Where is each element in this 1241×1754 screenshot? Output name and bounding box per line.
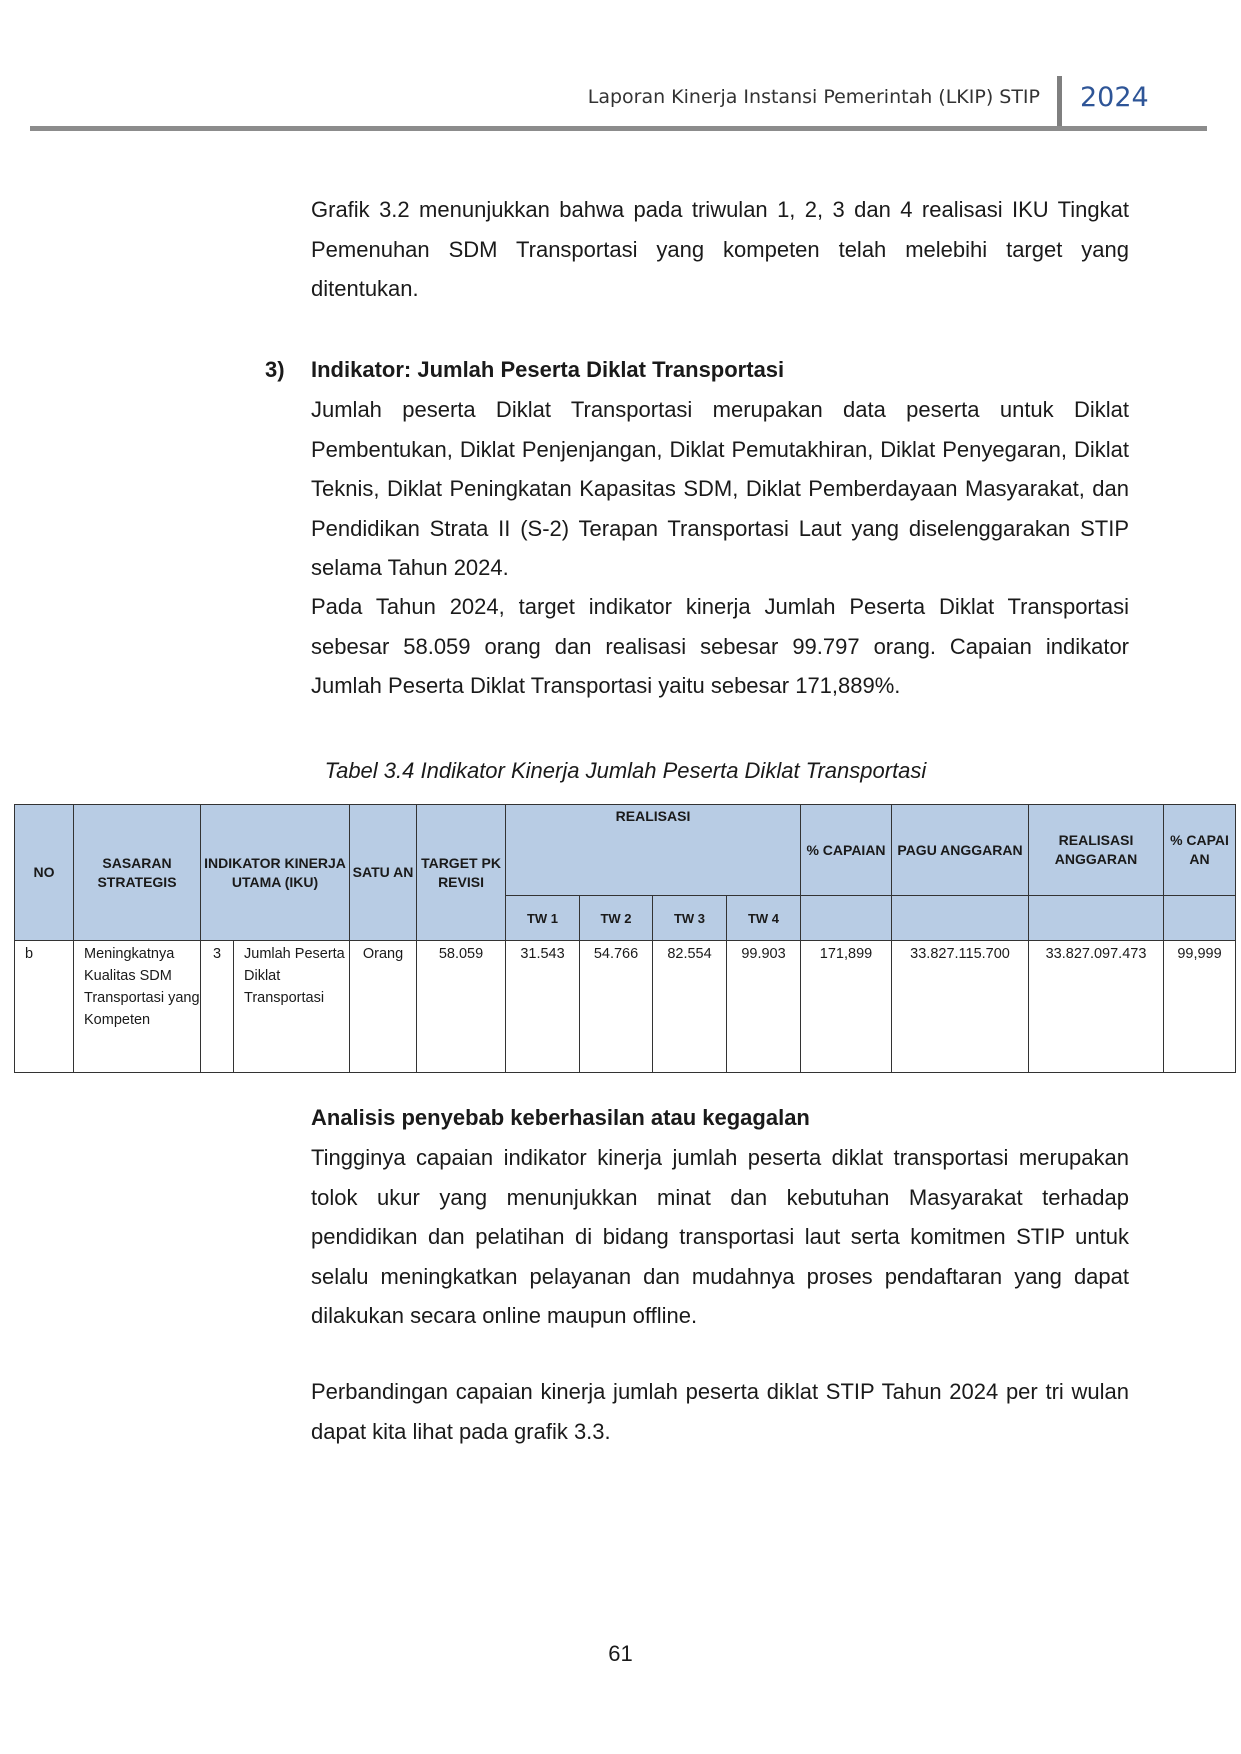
cell-capaian-anggaran: 99,999 [1164,941,1236,1073]
header-capaian: % CAPAIAN [801,805,892,896]
section-paragraph-1: Jumlah peserta Diklat Transportasi merupakan data peserta untuk Diklat Pembentukan, Diklat Penjenjangan, Diklat Pemutakhiran, Diklat Penyegaran, Diklat Teknis, Diklat Peningkatan Kapasitas SDM, Diklat Pemberdayaan Masyarakat, dan Pendidikan Strata II (S-2) Terapan Transportasi Laut yang diselenggarakan STIP selama Tahun 2024. [311,397,1129,580]
cell-target: 58.059 [417,941,506,1073]
cell-tw4: 99.903 [727,941,801,1073]
cell-tw3: 82.554 [653,941,727,1073]
section-paragraph-2: Pada Tahun 2024, target indikator kinerja Jumlah Peserta Diklat Transportasi sebesar 58.059 orang dan realisasi sebesar 99.797 orang. Capaian indikator Jumlah Peserta Diklat Transportasi yaitu sebesar 171,889%. [311,594,1129,698]
cell-iku-no: 3 [201,941,234,1073]
header-pagu: PAGU ANGGARAN [892,805,1029,896]
analysis-paragraph: Tingginya capaian indikator kinerja jumlah peserta diklat transportasi merupakan tolok ukur yang menunjukkan minat dan kebutuhan Masyarakat terhadap pendidikan dan pelatihan di bidang transportasi laut serta komitmen STIP untuk selalu meningkatkan pelayanan dan mudahnya proses pendaftaran yang dapat dilakukan secara online maupun offline. [311,1145,1129,1328]
cell-tw2: 54.766 [580,941,653,1073]
cell-realisasi-anggaran: 33.827.097.473 [1029,941,1164,1073]
header-tw2: TW 2 [580,896,653,941]
table-caption: Tabel 3.4 Indikator Kinerja Jumlah Peserta Diklat Transportasi [324,758,927,783]
section-title: Indikator: Jumlah Peserta Diklat Transportasi [311,357,785,382]
cell-sasaran: Meningkatnya Kualitas SDM Transportasi yang Kompeten [74,941,201,1073]
header-year: 2024 [1080,82,1149,113]
header-realisasi-anggaran: REALISASI ANGGARAN [1029,805,1164,896]
cell-capaian: 171,899 [801,941,892,1073]
comparison-paragraph: Perbandingan capaian kinerja jumlah peserta diklat STIP Tahun 2024 per tri wulan dapat kita lihat pada grafik 3.3. [311,1379,1129,1444]
header-capaian-anggaran: % CAPAI AN [1164,805,1236,896]
header-rule [30,126,1207,131]
header-satuan: SATU AN [350,805,417,941]
header-blank-1 [801,896,892,941]
header-sasaran: SASARAN STRATEGIS [74,805,201,941]
section-number: 3) [265,357,285,382]
header-tw1: TW 1 [506,896,580,941]
header-title: Laporan Kinerja Instansi Pemerintah (LKIP) STIP [587,86,1040,108]
analysis-title: Analisis penyebab keberhasilan atau kegagalan [311,1105,810,1130]
intro-paragraph: Grafik 3.2 menunjukkan bahwa pada triwulan 1, 2, 3 dan 4 realisasi IKU Tingkat Pemenuhan SDM Transportasi yang kompeten telah melebihi target yang ditentukan. [311,197,1129,301]
kpi-table [14,804,1236,1073]
header-iku: INDIKATOR KINERJA UTAMA (IKU) [201,805,350,941]
header-target: TARGET PK REVISI [417,805,506,941]
header-separator [1057,76,1062,128]
cell-pagu: 33.827.115.700 [892,941,1029,1073]
cell-satuan: Orang [350,941,417,1073]
header-realisasi: REALISASI [506,805,801,896]
header-blank-2 [892,896,1029,941]
table-row [15,941,1236,1073]
header-tw4: TW 4 [727,896,801,941]
header-tw3: TW 3 [653,896,727,941]
cell-no: b [15,941,74,1073]
page-number: 61 [608,1641,633,1666]
header-no: NO [15,805,74,941]
header-blank-3 [1029,896,1164,941]
cell-iku: Jumlah Peserta Diklat Transportasi [234,941,350,1073]
header-blank-4 [1164,896,1236,941]
cell-tw1: 31.543 [506,941,580,1073]
